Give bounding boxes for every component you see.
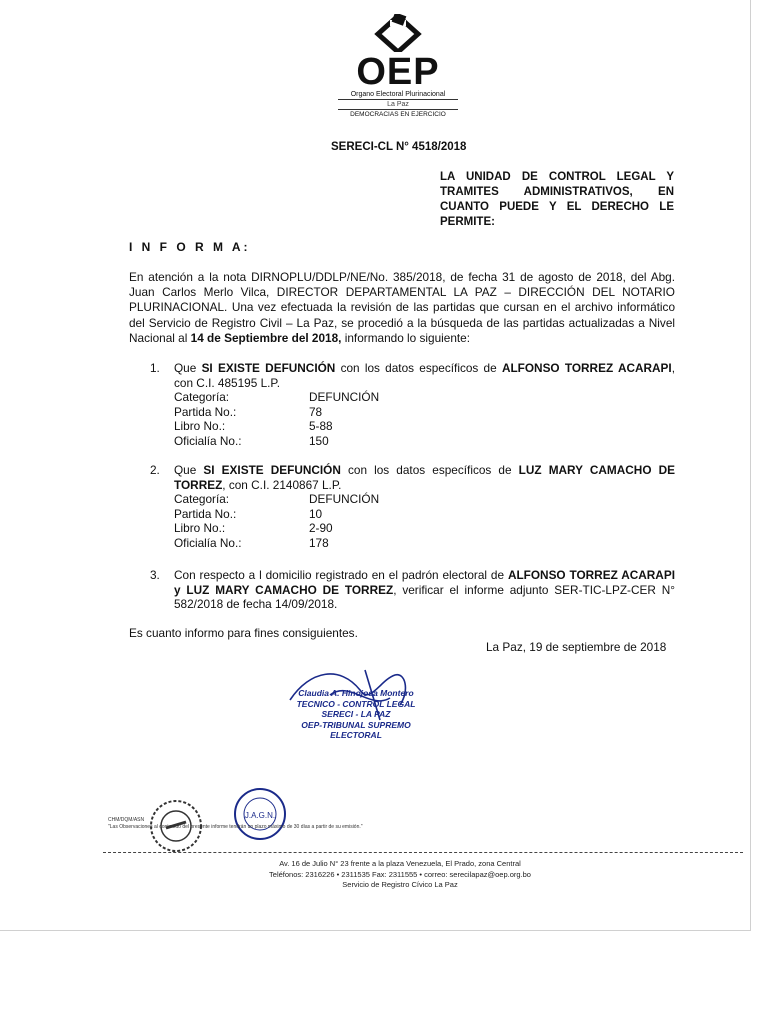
item-number: 3. bbox=[150, 568, 160, 582]
item-number: 2. bbox=[150, 463, 160, 477]
field-label: Libro No.: bbox=[174, 419, 226, 433]
signature-stamp bbox=[286, 688, 426, 741]
field-row bbox=[174, 492, 474, 507]
closing-statement: Es cuanto informo para fines consiguientes. bbox=[129, 626, 358, 640]
footer-contact: Teléfonos: 2316226 • 2311535 Fax: 2311555 • correo: serecilapaz@oep.org.bo bbox=[269, 869, 531, 879]
field-row bbox=[174, 521, 474, 536]
item-text bbox=[174, 463, 675, 550]
item-bold-part: SI EXISTE DEFUNCIÓN bbox=[203, 463, 341, 477]
document-reference: SERECI-CL N° 4518/2018 bbox=[331, 141, 467, 153]
intro-text-2: informando lo siguiente: bbox=[341, 330, 471, 345]
field-value: 178 bbox=[309, 535, 329, 550]
item-text-part: , con C.I. 485195 L.P. bbox=[174, 361, 675, 390]
signer-name: Claudia A. Hinojosa Montero bbox=[298, 688, 414, 698]
logo-line-1: Organo Electoral Plurinacional bbox=[338, 90, 458, 100]
field-label: Libro No.: bbox=[174, 521, 226, 535]
item-text-part: Con respecto a l domicilio registrado en el padrón electoral de bbox=[174, 568, 508, 582]
field-row bbox=[174, 390, 474, 405]
field-label: Partida No.: bbox=[174, 506, 237, 521]
ballot-box-icon bbox=[368, 14, 428, 52]
field-value: 10 bbox=[309, 506, 323, 521]
intro-paragraph bbox=[129, 270, 675, 346]
footer-divider bbox=[103, 852, 743, 853]
field-value: 78 bbox=[309, 404, 323, 419]
oep-logo bbox=[338, 14, 458, 119]
field-label: Categoría: bbox=[174, 492, 230, 506]
field-row bbox=[174, 536, 474, 551]
field-value: 150 bbox=[309, 433, 329, 448]
item-fields bbox=[174, 390, 675, 448]
field-row bbox=[174, 507, 474, 522]
item-text-part: con los datos específicos de bbox=[340, 463, 519, 477]
item-bold-part: SI EXISTE DEFUNCIÓN bbox=[201, 361, 336, 375]
field-row bbox=[174, 419, 474, 434]
footnote bbox=[108, 817, 363, 831]
field-value: 5-88 bbox=[309, 419, 333, 433]
informa-heading: I N F O R M A: bbox=[129, 240, 251, 254]
initials-text: J.A.G.N. bbox=[244, 811, 276, 820]
item-text bbox=[174, 568, 675, 612]
footer bbox=[180, 859, 620, 891]
item-text bbox=[174, 361, 675, 448]
field-row bbox=[174, 405, 474, 420]
field-label: Oficialía No.: bbox=[174, 535, 242, 550]
issuing-unit: LA UNIDAD DE CONTROL LEGAL Y TRAMITES ADMINISTRATIVOS, EN CUANTO PUEDE Y EL DERECHO LE PERMITE: bbox=[440, 171, 674, 228]
field-label: Partida No.: bbox=[174, 404, 237, 419]
signer-title: TECNICO - CONTROL LEGAL bbox=[296, 698, 416, 709]
item-text-part: Que bbox=[174, 463, 204, 477]
document-date: La Paz, 19 de septiembre de 2018 bbox=[486, 640, 667, 654]
intro-text-1: En atención a la nota DIRNOPLU/DDLP/NE/No. 385/2018, de fecha 31 de agosto de 2018, del Abg. Juan Carlos Merlo Vilca, DIRECTOR DEPARTAMENTAL LA PAZ – DIRECCIÓN DEL NOTARIO PLURINACIONAL. Una vez efectuada la revisión de las partidas que cursan en el archivo informático del Servicio de Registro Civil – La Paz, se procedió a la búsqueda de las partidas actualizadas a Nivel Nacional al bbox=[129, 270, 675, 345]
logo-line-2: La Paz bbox=[387, 101, 409, 108]
item-bold-part: LUZ MARY CAMACHO DE TORREZ bbox=[174, 463, 675, 492]
footer-service: Servicio de Registro Cívico La Paz bbox=[342, 880, 458, 889]
item-fields bbox=[174, 492, 675, 550]
logo-wordmark: OEP bbox=[356, 51, 440, 93]
field-value: DEFUNCIÓN bbox=[309, 390, 380, 404]
signer-office: SERECI - LA PAZ bbox=[321, 709, 391, 719]
field-label: Categoría: bbox=[174, 390, 230, 404]
field-value: 2-90 bbox=[309, 521, 333, 535]
item-bold-part: ALFONSO TORREZ ACARAPI y LUZ MARY CAMACHO DE TORREZ bbox=[174, 568, 675, 597]
field-label: Oficialía No.: bbox=[174, 433, 242, 448]
footnote-reference: CHM/DQM/ASN bbox=[108, 817, 145, 823]
item-text-part: Que bbox=[174, 361, 202, 375]
item-number: 1. bbox=[150, 361, 160, 375]
item-text-part: , verificar el informe adjunto SER-TIC-LPZ-CER N° 582/2018 de fecha 14/09/2018. bbox=[174, 582, 675, 611]
field-value: DEFUNCIÓN bbox=[309, 492, 380, 506]
item-text-part: , con C.I. 2140867 L.P. bbox=[222, 477, 342, 492]
initials-stamp bbox=[232, 786, 288, 842]
intro-date: 14 de Septiembre del 2018, bbox=[190, 330, 342, 345]
footer-address: Av. 16 de Julio N° 23 frente a la plaza Venezuela, El Prado, zona Central bbox=[279, 859, 521, 868]
logo-line-3: DEMOCRACIAS EN EJERCICIO bbox=[338, 109, 458, 119]
footnote-text: "Las Observaciones al contenido del presente informe tendrán un plazo máximo de 30 días a partir de su emisión." bbox=[108, 824, 363, 830]
item-bold-part: ALFONSO TORREZ ACARAPI bbox=[501, 361, 672, 375]
item-text-part: con los datos específicos de bbox=[335, 361, 502, 375]
signer-org: OEP-TRIBUNAL SUPREMO ELECTORAL bbox=[301, 719, 411, 740]
field-row bbox=[174, 434, 474, 449]
